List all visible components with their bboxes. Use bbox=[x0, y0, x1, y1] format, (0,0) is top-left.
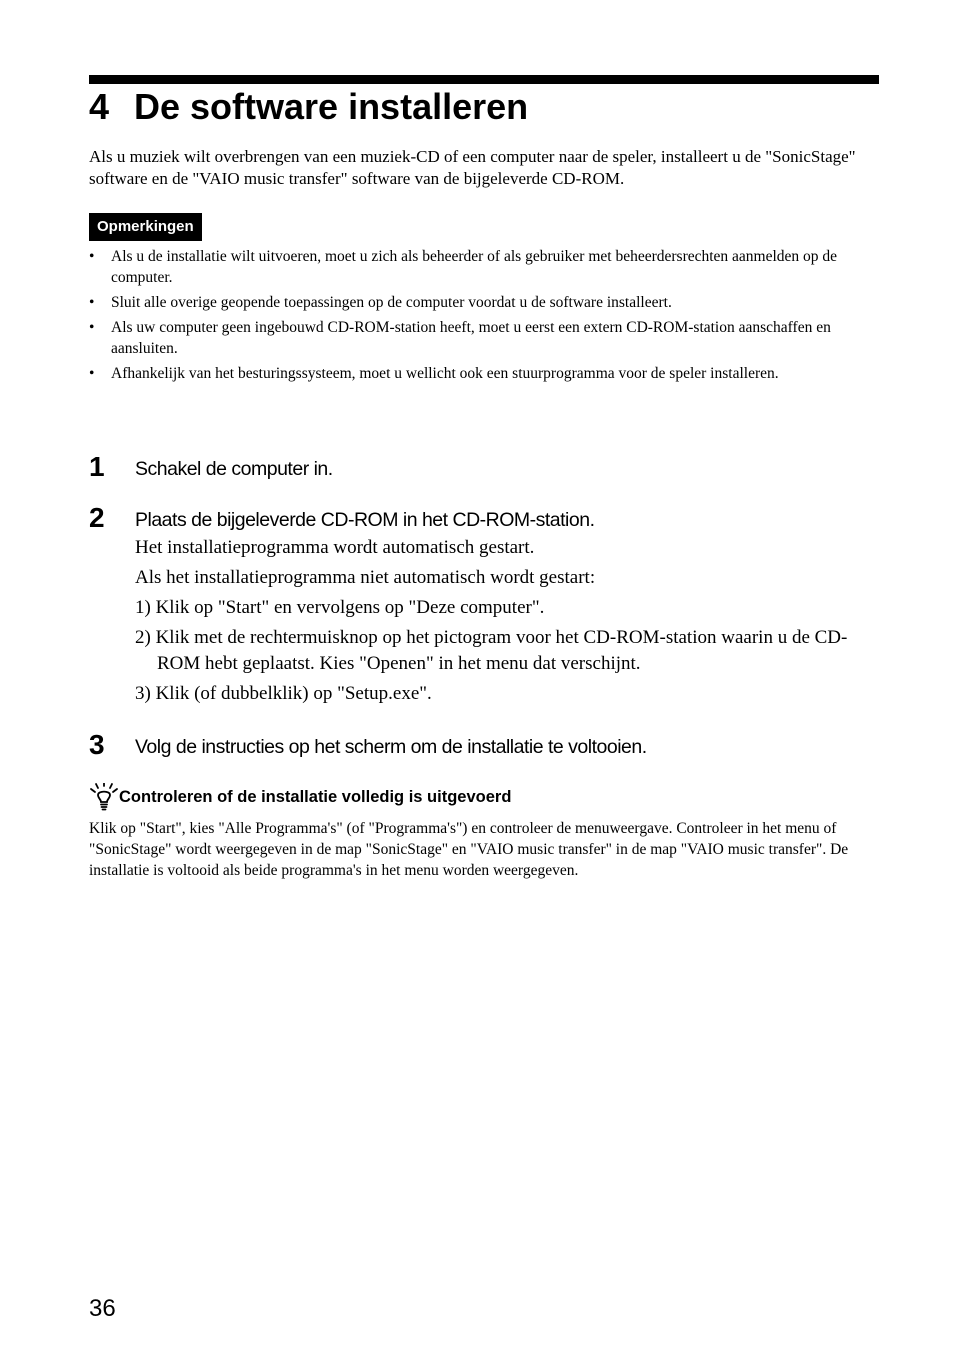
bullet-icon: • bbox=[89, 319, 95, 336]
notes-list bbox=[89, 246, 879, 388]
lightbulb-icon bbox=[89, 783, 119, 811]
intro-paragraph: Als u muziek wilt overbrengen van een muziek-CD of een computer naar de speler, installeert u de "SonicStage" software en de "VAIO music transfer" software van de bijgeleverde CD-ROM. bbox=[89, 147, 856, 188]
substep-item: 3) Klik (of dubbelklik) op "Setup.exe". bbox=[135, 683, 432, 704]
hint-heading bbox=[89, 783, 511, 811]
step-instruction: Plaats de bijgeleverde CD-ROM in het CD-ROM-station. bbox=[135, 509, 595, 531]
bullet-icon: • bbox=[89, 248, 95, 265]
page-number: 36 bbox=[89, 1295, 116, 1322]
note-item: • Afhankelijk van het besturingssysteem, moet u wellicht ook een stuurprogramma voor de speler installeren. bbox=[89, 365, 779, 382]
step-detail: Het installatieprogramma wordt automatisch gestart. bbox=[135, 537, 535, 558]
chapter-rule bbox=[89, 75, 879, 84]
step-detail: Als het installatieprogramma niet automatisch wordt gestart: bbox=[135, 567, 596, 588]
chapter-title bbox=[89, 86, 528, 128]
hint-paragraph: Klik op "Start", kies "Alle Programma's" (of "Programma's") en controleer de menuweergave. Controleer in het menu of "SonicStage" wordt weergegeven in de map "SonicStage" en "VAIO music transfer" in de map "VAIO music transfer". De installatie is voltooid als beide programma's in het menu worden weergegeven. bbox=[89, 820, 849, 879]
step-number: 3 bbox=[89, 729, 105, 760]
chapter-title-text: De software installeren bbox=[134, 86, 529, 127]
bullet-icon: • bbox=[89, 294, 95, 311]
hint-title-text: Controleren of de installatie volledig is uitgevoerd bbox=[119, 788, 512, 806]
step-instruction: Schakel de computer in. bbox=[135, 458, 333, 480]
chapter-number: 4 bbox=[89, 86, 110, 127]
step-instruction: Volg de instructies op het scherm om de installatie te voltooien. bbox=[135, 736, 647, 758]
note-item: • Sluit alle overige geopende toepassingen op de computer voordat u de software installeert. bbox=[89, 294, 672, 311]
notes-label: Opmerkingen bbox=[89, 213, 202, 241]
note-item: • Als u de installatie wilt uitvoeren, moet u zich als beheerder of als gebruiker met beheerdersrechten aanmelden op de computer. bbox=[89, 248, 838, 286]
bullet-icon: • bbox=[89, 365, 95, 382]
step-number: 2 bbox=[89, 502, 105, 533]
note-item: • Als uw computer geen ingebouwd CD-ROM-station heeft, moet u eerst een extern CD-ROM-station aanschaffen en aansluiten. bbox=[89, 319, 831, 357]
step-2-details bbox=[135, 535, 880, 711]
substep-item: 2) Klik met de rechtermuisknop op het pictogram voor het CD-ROM-station waarin u de CD-ROM hebt geplaatst. Kies "Openen" in het menu dat verschijnt. bbox=[135, 627, 848, 674]
step-number: 1 bbox=[89, 451, 105, 482]
substep-item: 1) Klik op "Start" en vervolgens op "Deze computer". bbox=[135, 597, 545, 618]
